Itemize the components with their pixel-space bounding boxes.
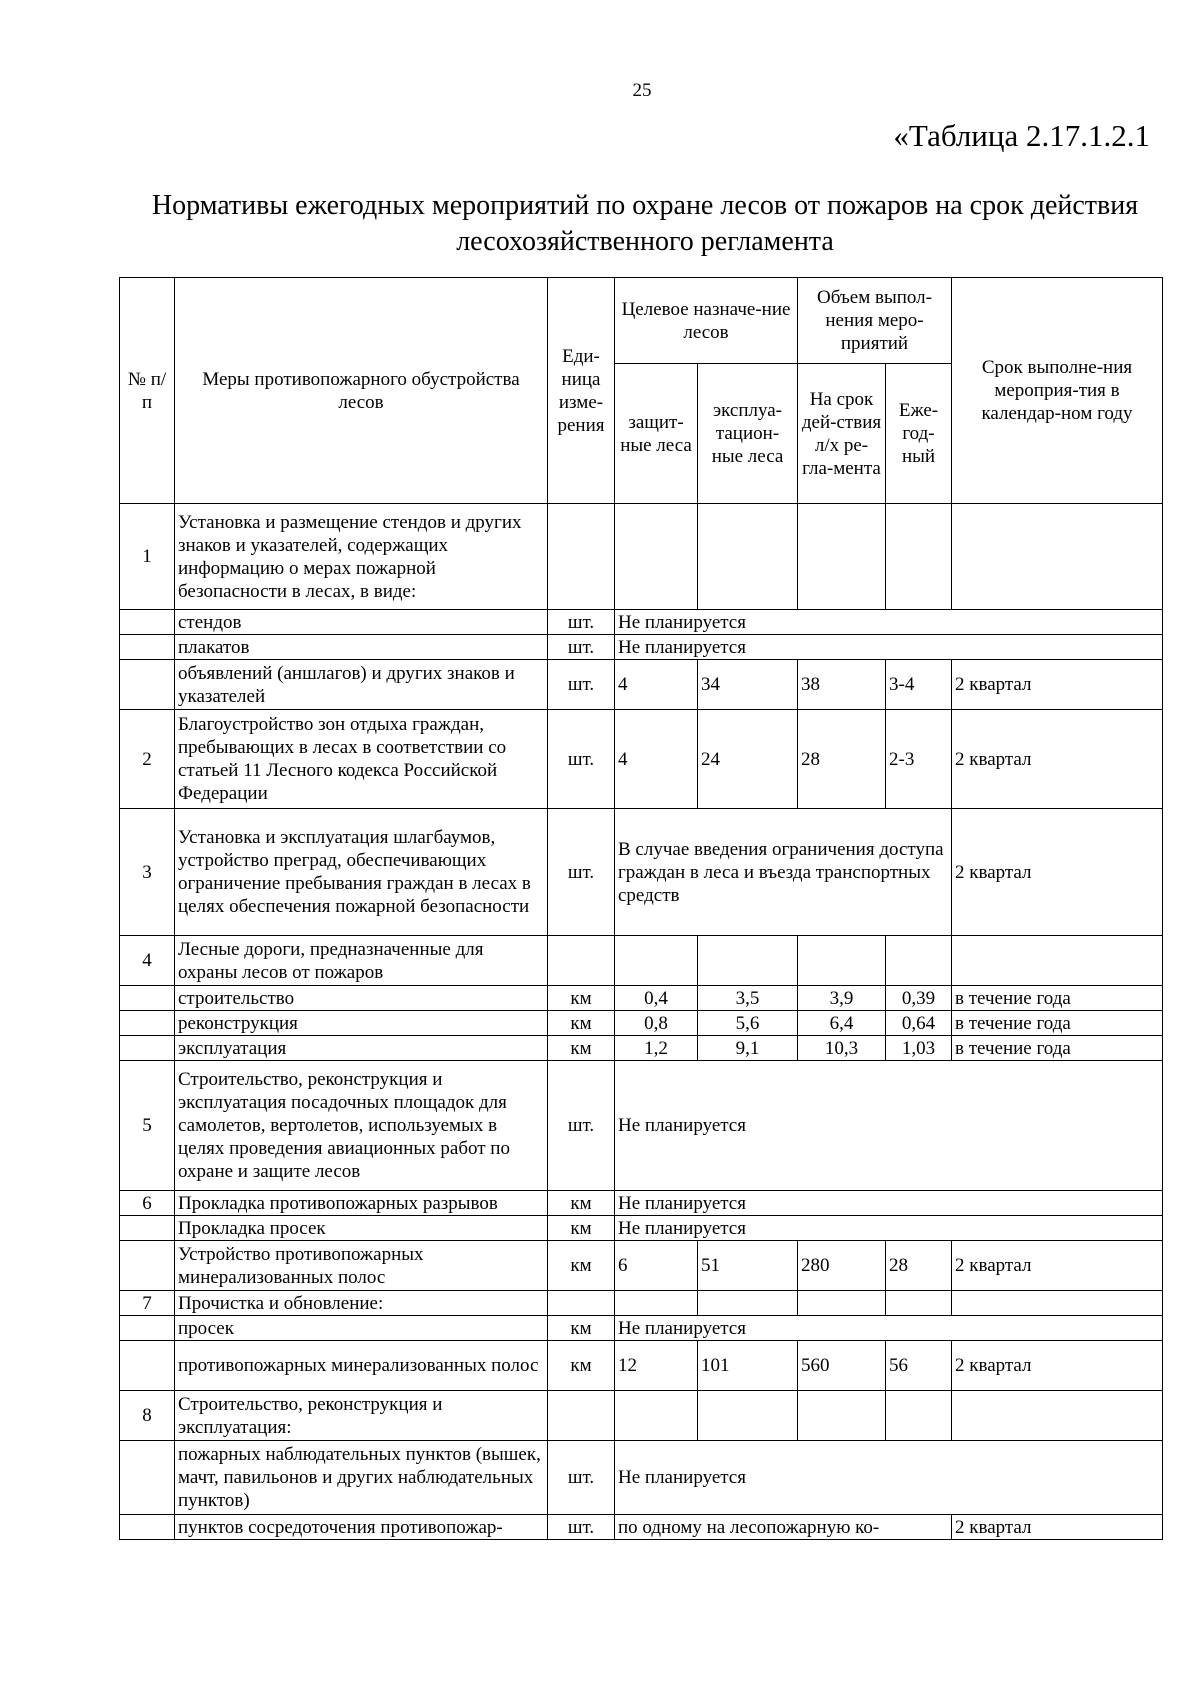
row-term: 10,3 [798, 1036, 886, 1061]
row-measure: Прокладка просек [175, 1216, 548, 1241]
row-measure: Благоустройство зон отдыха граждан, пребывающих в лесах в соответствии со статьей 11 Лесного кодекса Российской Федерации [175, 710, 548, 809]
table-row [120, 710, 1163, 809]
header-exploitation: эксплуа-тацион-ные леса [698, 364, 798, 504]
title-line-1: Нормативы ежегодных мероприятий по охране лесов от пожаров на срок действия [151, 190, 1139, 221]
row-unit: шт. [548, 1061, 615, 1191]
table-reference: «Таблица 2.17.1.2.1 [893, 118, 1150, 153]
row-unit: шт. [548, 610, 615, 635]
row-num: 5 [120, 1061, 175, 1191]
row-unit: км [548, 986, 615, 1011]
row-deadline: 2 квартал [952, 1341, 1163, 1391]
row-deadline: 2 квартал [952, 1515, 1163, 1540]
row-protective: 0,4 [615, 986, 698, 1011]
row-measure: эксплуатация [175, 1036, 548, 1061]
row-unit: шт. [548, 1441, 615, 1515]
row-term: 6,4 [798, 1011, 886, 1036]
row-measure: Устройство противопожарных минерализованных полос [175, 1241, 548, 1291]
row-measure: просек [175, 1316, 548, 1341]
row-deadline: в течение года [952, 1011, 1163, 1036]
table-row [120, 635, 1163, 660]
row-exploitation: 34 [698, 660, 798, 710]
row-exploitation: 51 [698, 1241, 798, 1291]
header-forest-purpose: Целевое назначе-ние лесов [615, 278, 798, 364]
row-exploitation: 24 [698, 710, 798, 809]
row-measure: стендов [175, 610, 548, 635]
row-measure: реконструкция [175, 1011, 548, 1036]
row-protective: 4 [615, 710, 698, 809]
row-num: 6 [120, 1191, 175, 1216]
row-annual: 3-4 [886, 660, 952, 710]
title-line-2: лесохозяйственного регламента [456, 226, 834, 257]
table-row [120, 610, 1163, 635]
row-unit: шт. [548, 1515, 615, 1540]
row-deadline: в течение года [952, 1036, 1163, 1061]
header-regulation-term: На срок дей-ствия л/х ре-гла-мента [798, 364, 886, 504]
row-protective: 0,8 [615, 1011, 698, 1036]
row-measure: Лесные дороги, предназначенные для охраны лесов от пожаров [175, 936, 548, 986]
row-measure: Установка и размещение стендов и других знаков и указателей, содержащих информацию о мерах пожарной безопасности в лесах, в виде: [175, 504, 548, 610]
row-measure: Прокладка противопожарных разрывов [175, 1191, 548, 1216]
row-unit: км [548, 1216, 615, 1241]
table-row [120, 1316, 1163, 1341]
document-title [120, 188, 1170, 260]
row-annual: 28 [886, 1241, 952, 1291]
table-row [120, 1191, 1163, 1216]
row-measure: Строительство, реконструкция и эксплуатация посадочных площадок для самолетов, вертолетов, используемых в целях проведения авиационных работ по охране и защите лесов [175, 1061, 548, 1191]
row-note: по одному на лесопожарную ко- [615, 1515, 952, 1540]
row-unit: шт. [548, 635, 615, 660]
row-annual: 0,64 [886, 1011, 952, 1036]
row-exploitation: 101 [698, 1341, 798, 1391]
row-num: 2 [120, 710, 175, 809]
row-annual: 1,03 [886, 1036, 952, 1061]
row-measure: пунктов сосредоточения противопожар- [175, 1515, 548, 1540]
row-unit: шт. [548, 710, 615, 809]
row-deadline: 2 квартал [952, 1241, 1163, 1291]
table-row [120, 660, 1163, 710]
header-protective: защит-ные леса [615, 364, 698, 504]
header-deadline: Срок выполне-ния мероприя-тия в календар-ном году [952, 278, 1163, 504]
row-term: 560 [798, 1341, 886, 1391]
row-measure: Установка и эксплуатация шлагбаумов, устройство преград, обеспечивающих ограничение пребывания граждан в лесах в целях обеспечения пожарной безопасности [175, 809, 548, 936]
row-unit: шт. [548, 660, 615, 710]
row-term: 38 [798, 660, 886, 710]
row-unit: км [548, 1241, 615, 1291]
row-measure: Строительство, реконструкция и эксплуатация: [175, 1391, 548, 1441]
row-term: 3,9 [798, 986, 886, 1011]
row-num: 4 [120, 936, 175, 986]
table-row [120, 1291, 1163, 1316]
table-row [120, 1036, 1163, 1061]
table-row [120, 504, 1163, 610]
row-note: Не планируется [615, 1316, 1163, 1341]
header-annual: Еже-год-ный [886, 364, 952, 504]
row-deadline: в течение года [952, 986, 1163, 1011]
table-row [120, 1061, 1163, 1191]
row-measure: объявлений (аншлагов) и других знаков и указателей [175, 660, 548, 710]
row-term: 28 [798, 710, 886, 809]
header-unit: Еди-ница изме-рения [548, 278, 615, 504]
row-num: 3 [120, 809, 175, 936]
row-note: Не планируется [615, 1191, 1163, 1216]
row-unit: км [548, 1036, 615, 1061]
row-unit: км [548, 1011, 615, 1036]
table-row [120, 936, 1163, 986]
row-measure: Прочистка и обновление: [175, 1291, 548, 1316]
row-deadline: 2 квартал [952, 710, 1163, 809]
table-row [120, 1441, 1163, 1515]
row-note: Не планируется [615, 635, 1163, 660]
row-annual: 56 [886, 1341, 952, 1391]
table-row [120, 986, 1163, 1011]
row-measure: плакатов [175, 635, 548, 660]
row-protective: 1,2 [615, 1036, 698, 1061]
row-num: 8 [120, 1391, 175, 1441]
row-note: Не планируется [615, 1216, 1163, 1241]
row-measure: пожарных наблюдательных пунктов (вышек, мачт, павильонов и других наблюдательных пунктов) [175, 1441, 548, 1515]
row-exploitation: 3,5 [698, 986, 798, 1011]
row-measure: строительство [175, 986, 548, 1011]
table-row [120, 809, 1163, 936]
table-row [120, 1515, 1163, 1540]
table-row [120, 1391, 1163, 1441]
header-measures: Меры противопожарного обустройства лесов [175, 278, 548, 504]
table-row [120, 1341, 1163, 1391]
row-annual: 2-3 [886, 710, 952, 809]
row-measure: противопожарных минерализованных полос [175, 1341, 548, 1391]
table-row [120, 1241, 1163, 1291]
header-num: № п/п [120, 278, 175, 504]
norms-table [119, 277, 1163, 1540]
row-note: Не планируется [615, 1441, 1163, 1515]
row-unit: км [548, 1316, 615, 1341]
row-unit: шт. [548, 809, 615, 936]
page-number: 25 [632, 80, 652, 101]
row-unit: км [548, 1191, 615, 1216]
row-deadline: 2 квартал [952, 660, 1163, 710]
row-num: 1 [120, 504, 175, 610]
row-num: 7 [120, 1291, 175, 1316]
row-note: В случае введения ограничения доступа граждан в леса и въезда транспортных средств [615, 809, 952, 936]
row-unit: км [548, 1341, 615, 1391]
row-annual: 0,39 [886, 986, 952, 1011]
row-deadline: 2 квартал [952, 809, 1163, 936]
row-term: 280 [798, 1241, 886, 1291]
row-note: Не планируется [615, 1061, 1163, 1191]
header-volume: Объем выпол-нения меро-приятий [798, 278, 952, 364]
row-protective: 12 [615, 1341, 698, 1391]
row-exploitation: 5,6 [698, 1011, 798, 1036]
table-row [120, 1011, 1163, 1036]
table-row [120, 1216, 1163, 1241]
row-protective: 4 [615, 660, 698, 710]
row-exploitation: 9,1 [698, 1036, 798, 1061]
row-note: Не планируется [615, 610, 1163, 635]
row-protective: 6 [615, 1241, 698, 1291]
